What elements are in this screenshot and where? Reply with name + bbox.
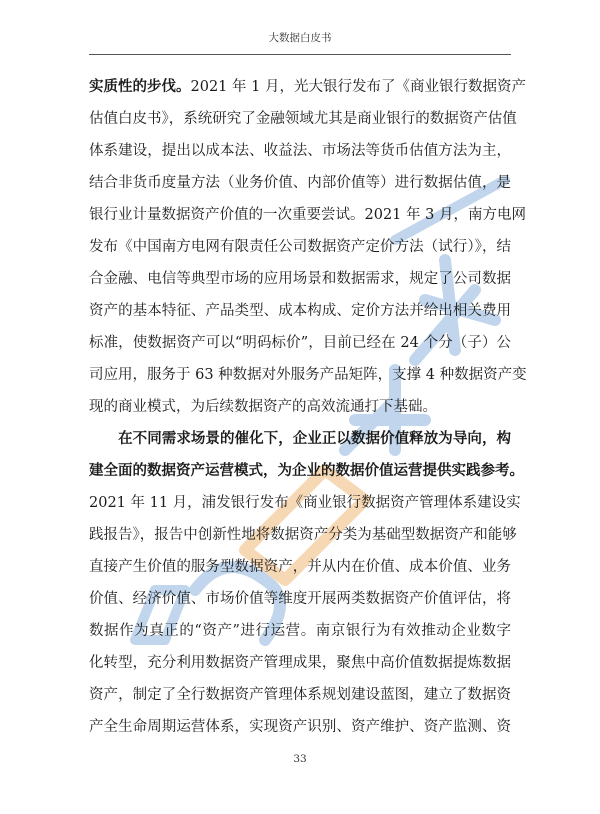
text-line: 资产的基本特征、产品类型、成本构成、定价方法并给出相关费用 [89, 303, 511, 319]
text-line: 化转型，充分利用数据资产管理成果，聚焦中高价值数据提炼数据 [89, 655, 511, 671]
text-line-bold: 建全面的数据资产运营模式，为企业的数据价值运营提供实践参考。 [89, 462, 524, 479]
header-divider [89, 54, 511, 55]
text-line: 价值、经济价值、市场价值等维度开展两类数据资产价值评估，将 [89, 591, 511, 607]
text-line: 估值白皮书》，系统研究了金融领域尤其是商业银行的数据资产估值 [89, 111, 517, 127]
text-line: 产全生命周期运营体系，实现资产识别、资产维护、资产监测、资 [89, 719, 511, 735]
text-line: 标准，使数据资产可以“明码标价”，目前已经在 24 个分（子）公 [89, 335, 511, 351]
text-line-bold: 在不同需求场景的催化下，企业正以数据价值释放为导向，构 [89, 430, 511, 447]
text-line: 直接产生价值的服务型数据资产，并从内在价值、成本价值、业务 [89, 559, 511, 575]
text-line [89, 77, 526, 97]
text-line: 结合非货币度量方法（业务价值、内部价值等）进行数据估值，是 [89, 175, 511, 191]
text-line: 现的商业模式，为后续数据资产的高效流通打下基础。 [89, 399, 437, 415]
line-rest: 2021 年 1 月，光大银行发布了《商业银行数据资产 [190, 79, 526, 95]
page-number: 33 [293, 753, 307, 765]
page-header: 大数据白皮书 [268, 32, 332, 44]
text-line: 合金融、电信等典型市场的应用场景和数据需求，规定了公司数据 [89, 271, 511, 287]
text-line: 体系建设，提出以成本法、收益法、市场法等货币估值方法为主， [89, 143, 511, 159]
text-line: 银行业计量数据资产价值的一次重要尝试。2021 年 3 月，南方电网 [89, 207, 526, 223]
bold-phrase: 实质性的步伐。 [89, 78, 191, 95]
text-line: 践报告》，报告中创新性地将数据资产分类为基础型数据资产和能够 [89, 527, 517, 543]
text-line: 发布《中国南方电网有限责任公司数据资产定价方法（试行）》，结 [89, 239, 511, 255]
text-line: 数据作为真正的“资产”进行运营。南京银行为有效推动企业数字 [89, 623, 511, 639]
text-line: 资产，制定了全行数据资产管理体系规划建设蓝图，建立了数据资 [89, 687, 511, 703]
text-line: 司应用，服务于 63 种数据对外服务产品矩阵，支撑 4 种数据资产变 [89, 367, 527, 383]
text-line: 2021 年 11 月，浦发银行发布《商业银行数据资产管理体系建设实 [89, 495, 521, 511]
